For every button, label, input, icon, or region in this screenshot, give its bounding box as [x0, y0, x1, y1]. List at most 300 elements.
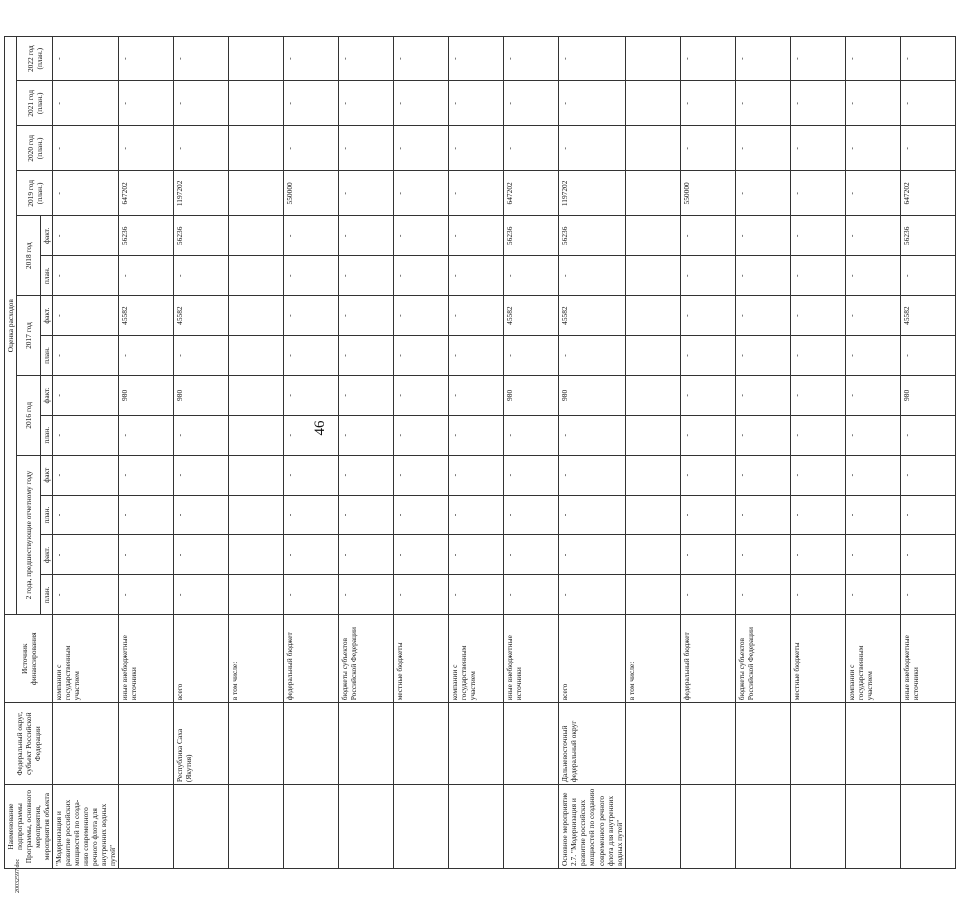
cell-value: -	[680, 216, 735, 256]
cell-value: -	[790, 575, 845, 615]
header-2017: 2017 год	[17, 296, 41, 376]
cell-name	[790, 785, 845, 869]
cell-value: -	[53, 375, 119, 415]
cell-value: -	[900, 81, 955, 126]
cell-value	[625, 535, 680, 575]
cell-value	[229, 296, 284, 336]
cell-value: -	[680, 336, 735, 376]
cell-value: -	[339, 535, 394, 575]
table-row	[625, 37, 680, 869]
header-name: Наименование подпрограммы Программы, основного мероприятия, мероприятия объекта	[5, 785, 53, 869]
cell-value: -	[504, 415, 559, 455]
cell-name	[504, 785, 559, 869]
cell-name	[174, 785, 229, 869]
cell-value: -	[119, 575, 174, 615]
cell-value	[625, 126, 680, 171]
cell-value: -	[790, 336, 845, 376]
cell-value: 980	[119, 375, 174, 415]
cell-value: -	[559, 495, 625, 535]
header-sub-cell: факт	[41, 455, 53, 495]
cell-value: 647202	[504, 171, 559, 216]
cell-name	[449, 785, 504, 869]
cell-value	[229, 575, 284, 615]
table-row	[900, 37, 955, 869]
cell-funding-source: местные бюджеты	[790, 615, 845, 703]
cell-value: -	[504, 126, 559, 171]
header-prev-years: 2 года, предшествующие отчетному году	[17, 455, 41, 615]
cell-value: -	[119, 495, 174, 535]
cell-value: -	[504, 455, 559, 495]
cell-value: -	[174, 336, 229, 376]
table-row	[735, 37, 790, 869]
cell-federal-district	[625, 703, 680, 785]
cell-funding-source: федеральный бюджет	[680, 615, 735, 703]
page-number: 46	[312, 420, 328, 436]
cell-federal-district	[449, 703, 504, 785]
cell-value: -	[790, 415, 845, 455]
cell-value: -	[900, 126, 955, 171]
cell-value	[625, 375, 680, 415]
cell-federal-district	[680, 703, 735, 785]
cell-value: -	[449, 455, 504, 495]
cell-funding-source: местные бюджеты	[394, 615, 449, 703]
cell-value: -	[119, 256, 174, 296]
cell-value: -	[53, 575, 119, 615]
cell-value: -	[53, 171, 119, 216]
table-row	[449, 37, 504, 869]
header-2022: 2022 год (план.)	[17, 37, 53, 81]
footer-filename: 20032597.doc	[15, 858, 21, 893]
cell-value: -	[339, 171, 394, 216]
cell-value: -	[394, 81, 449, 126]
cell-value: -	[284, 455, 339, 495]
table-header	[5, 37, 53, 869]
cell-value: -	[174, 37, 229, 81]
cell-value: -	[174, 455, 229, 495]
cell-value: -	[680, 296, 735, 336]
cell-value: -	[339, 455, 394, 495]
cell-value: -	[680, 535, 735, 575]
cell-value: -	[53, 296, 119, 336]
cell-value: 1197202	[174, 171, 229, 216]
header-2020: 2020 год (план.)	[17, 126, 53, 171]
header-2019: 2019 год (план.)	[17, 171, 53, 216]
cell-value	[625, 495, 680, 535]
cell-value	[229, 256, 284, 296]
cell-value: -	[559, 37, 625, 81]
header-federal-district: Федеральный округ, субъект Российской Федерации	[5, 703, 53, 785]
cell-value: -	[53, 535, 119, 575]
cell-value: -	[394, 575, 449, 615]
cell-funding-source: бюджеты субъектов Российской Федерации	[735, 615, 790, 703]
cell-funding-source: бюджеты субъектов Российской Федерации	[339, 615, 394, 703]
header-2016: 2016 год	[17, 375, 41, 455]
table-row	[394, 37, 449, 869]
cell-value: -	[119, 535, 174, 575]
cell-value: -	[394, 535, 449, 575]
cell-value: -	[735, 415, 790, 455]
table-row	[680, 37, 735, 869]
cell-value: -	[504, 336, 559, 376]
cell-value: -	[504, 81, 559, 126]
cell-value: -	[119, 126, 174, 171]
cell-federal-district	[845, 703, 900, 785]
cell-value	[625, 575, 680, 615]
cell-value: -	[900, 495, 955, 535]
cell-value: -	[339, 375, 394, 415]
cell-value: -	[559, 81, 625, 126]
cell-value: -	[394, 37, 449, 81]
cell-name	[680, 785, 735, 869]
cell-value: -	[790, 296, 845, 336]
cell-value: -	[680, 126, 735, 171]
cell-value: -	[449, 495, 504, 535]
cell-value: -	[449, 535, 504, 575]
header-sub-cell: план.	[41, 575, 53, 615]
cell-value: -	[735, 171, 790, 216]
cell-value: -	[284, 415, 339, 455]
cell-value: -	[53, 126, 119, 171]
header-sub-cell: факт.	[41, 296, 53, 336]
cell-value	[625, 296, 680, 336]
cell-federal-district	[504, 703, 559, 785]
cell-value: -	[394, 296, 449, 336]
cell-value: -	[790, 256, 845, 296]
cell-value: -	[119, 81, 174, 126]
header-funding-source: Источник финансирования	[5, 615, 53, 703]
cell-value: -	[174, 495, 229, 535]
cell-value: 45582	[559, 296, 625, 336]
cell-value: -	[900, 575, 955, 615]
cell-name	[339, 785, 394, 869]
cell-value: -	[790, 126, 845, 171]
table-row	[339, 37, 394, 869]
cell-value: -	[845, 171, 900, 216]
cell-value: -	[53, 81, 119, 126]
cell-name	[119, 785, 174, 869]
cell-value: -	[680, 37, 735, 81]
cell-value: -	[845, 256, 900, 296]
cell-value: -	[339, 81, 394, 126]
cell-value: -	[900, 535, 955, 575]
cell-value: -	[559, 455, 625, 495]
cell-value: -	[449, 256, 504, 296]
header-sub-cell: факт.	[41, 535, 53, 575]
cell-value: -	[559, 535, 625, 575]
cell-value: -	[735, 216, 790, 256]
cell-value: 45582	[119, 296, 174, 336]
cell-value: 647202	[119, 171, 174, 216]
cell-value: -	[174, 256, 229, 296]
cell-value: -	[339, 495, 394, 535]
cell-value: -	[394, 336, 449, 376]
cell-value: -	[394, 126, 449, 171]
cell-value	[625, 455, 680, 495]
cell-funding-source: компании с государственным участием	[845, 615, 900, 703]
cell-federal-district	[900, 703, 955, 785]
cell-funding-source: иные внебюджетные источники	[119, 615, 174, 703]
cell-value: -	[845, 37, 900, 81]
cell-federal-district	[394, 703, 449, 785]
cell-funding-source: иные внебюджетные источники	[504, 615, 559, 703]
table-row	[504, 37, 559, 869]
cell-value: -	[449, 375, 504, 415]
cell-value: -	[845, 216, 900, 256]
cell-funding-source: компании с государственным участием	[53, 615, 119, 703]
cell-value: -	[790, 495, 845, 535]
cell-federal-district	[790, 703, 845, 785]
cell-federal-district: Республика Саха (Якутия)	[174, 703, 229, 785]
cell-value: -	[735, 81, 790, 126]
cell-value: -	[845, 296, 900, 336]
cell-value: -	[790, 375, 845, 415]
cell-funding-source: всего	[559, 615, 625, 703]
cell-name	[394, 785, 449, 869]
cell-value	[625, 216, 680, 256]
expense-estimate-table	[4, 36, 956, 869]
cell-value: -	[449, 126, 504, 171]
cell-value	[625, 336, 680, 376]
cell-value: 1197202	[559, 171, 625, 216]
expense-estimate-table-wrapper	[4, 36, 920, 869]
cell-value: -	[119, 37, 174, 81]
cell-value: -	[284, 37, 339, 81]
cell-value: -	[680, 375, 735, 415]
cell-value: -	[735, 256, 790, 296]
table-row	[229, 37, 284, 869]
cell-value: 980	[559, 375, 625, 415]
cell-value: -	[284, 575, 339, 615]
cell-value: -	[735, 535, 790, 575]
cell-value: -	[735, 37, 790, 81]
header-sub-cell: факт.	[41, 375, 53, 415]
cell-value: -	[790, 455, 845, 495]
cell-value	[229, 81, 284, 126]
cell-value: -	[53, 37, 119, 81]
cell-value: -	[680, 415, 735, 455]
cell-funding-source: в том числе:	[229, 615, 284, 703]
cell-value: -	[53, 256, 119, 296]
cell-value: 56236	[119, 216, 174, 256]
cell-value: -	[504, 37, 559, 81]
cell-value: -	[845, 495, 900, 535]
cell-value: -	[174, 535, 229, 575]
table-row	[790, 37, 845, 869]
cell-federal-district	[339, 703, 394, 785]
cell-value: -	[339, 575, 394, 615]
cell-name	[284, 785, 339, 869]
cell-value	[229, 336, 284, 376]
cell-value: -	[394, 415, 449, 455]
cell-value: -	[284, 126, 339, 171]
cell-value: -	[119, 415, 174, 455]
cell-value: -	[680, 495, 735, 535]
cell-value: -	[174, 126, 229, 171]
cell-value	[229, 216, 284, 256]
cell-value: -	[284, 216, 339, 256]
cell-value: -	[284, 336, 339, 376]
cell-value: -	[559, 575, 625, 615]
cell-value: -	[900, 415, 955, 455]
cell-value: -	[559, 336, 625, 376]
cell-value: -	[53, 216, 119, 256]
cell-value	[229, 415, 284, 455]
cell-value: -	[174, 575, 229, 615]
table-body	[53, 37, 955, 869]
header-sub-cell: факт.	[41, 216, 53, 256]
cell-funding-source: федеральный бюджет	[284, 615, 339, 703]
cell-value: -	[845, 126, 900, 171]
cell-value: -	[845, 535, 900, 575]
cell-value: -	[449, 171, 504, 216]
cell-value	[229, 495, 284, 535]
cell-name	[845, 785, 900, 869]
cell-name: Основное мероприятие 2.7. "Модернизация и развитие российских мощностей по созданию современного речного флота для внутренних водных путей"	[559, 785, 625, 869]
cell-value: -	[449, 216, 504, 256]
cell-value: 56236	[174, 216, 229, 256]
cell-value: 56236	[559, 216, 625, 256]
table-row	[284, 37, 339, 869]
header-expense-estimate: Оценка расходов	[5, 37, 17, 615]
cell-value: -	[174, 415, 229, 455]
header-sub-cell: план.	[41, 415, 53, 455]
cell-value: 980	[174, 375, 229, 415]
cell-value: -	[845, 575, 900, 615]
cell-value: -	[845, 415, 900, 455]
cell-value: -	[284, 296, 339, 336]
cell-value: -	[284, 256, 339, 296]
cell-value	[625, 81, 680, 126]
cell-federal-district	[119, 703, 174, 785]
cell-value: -	[53, 455, 119, 495]
table-row	[845, 37, 900, 869]
cell-value: 647202	[900, 171, 955, 216]
cell-value: -	[900, 37, 955, 81]
cell-value: -	[504, 535, 559, 575]
cell-value: -	[53, 495, 119, 535]
cell-value: -	[735, 375, 790, 415]
cell-value: 45582	[900, 296, 955, 336]
cell-value: -	[394, 256, 449, 296]
cell-value: -	[790, 216, 845, 256]
cell-value: -	[559, 415, 625, 455]
cell-value: -	[504, 575, 559, 615]
cell-value: 980	[504, 375, 559, 415]
cell-value: -	[790, 171, 845, 216]
cell-value: -	[680, 256, 735, 296]
cell-value: -	[53, 336, 119, 376]
cell-value: -	[680, 575, 735, 615]
cell-value: -	[284, 375, 339, 415]
cell-value: -	[339, 126, 394, 171]
cell-value: -	[449, 81, 504, 126]
cell-funding-source: в том числе:	[625, 615, 680, 703]
header-2021: 2021 год (план.)	[17, 81, 53, 126]
cell-value: -	[900, 455, 955, 495]
cell-value: 550000	[284, 171, 339, 216]
cell-federal-district: Дальневосточный федеральный округ	[559, 703, 625, 785]
cell-value: -	[680, 81, 735, 126]
cell-value: -	[790, 535, 845, 575]
cell-value: -	[394, 171, 449, 216]
header-2018: 2018 год	[17, 216, 41, 296]
cell-funding-source: иные внебюджетные источники	[900, 615, 955, 703]
cell-value	[625, 256, 680, 296]
cell-federal-district	[735, 703, 790, 785]
header-sub-cell: план.	[41, 336, 53, 376]
cell-value: -	[845, 375, 900, 415]
cell-name	[900, 785, 955, 869]
cell-value: -	[680, 455, 735, 495]
cell-value: -	[339, 415, 394, 455]
cell-value	[229, 455, 284, 495]
cell-name: "Модернизация и развитие российских мощностей по созда-нию современного речного флота для внутренних водных путей"	[53, 785, 119, 869]
cell-value: -	[394, 216, 449, 256]
cell-value: -	[284, 535, 339, 575]
cell-value: -	[449, 575, 504, 615]
cell-value: -	[174, 81, 229, 126]
cell-value: -	[53, 415, 119, 455]
cell-value: -	[504, 495, 559, 535]
cell-value: -	[284, 81, 339, 126]
cell-value: -	[449, 336, 504, 376]
cell-value: -	[339, 336, 394, 376]
cell-value: -	[845, 455, 900, 495]
cell-value: -	[900, 256, 955, 296]
cell-value: -	[339, 37, 394, 81]
cell-value: -	[394, 495, 449, 535]
cell-value: -	[339, 296, 394, 336]
cell-value: -	[449, 37, 504, 81]
cell-value: -	[845, 81, 900, 126]
cell-value: -	[119, 455, 174, 495]
header-sub-cell: план.	[41, 495, 53, 535]
cell-name	[229, 785, 284, 869]
cell-value	[625, 171, 680, 216]
cell-value: -	[735, 126, 790, 171]
cell-funding-source: компании с государственным участием	[449, 615, 504, 703]
cell-funding-source: всего	[174, 615, 229, 703]
cell-value: -	[790, 37, 845, 81]
table-row	[53, 37, 119, 869]
table-row	[119, 37, 174, 869]
cell-value: -	[735, 296, 790, 336]
cell-federal-district	[284, 703, 339, 785]
cell-name	[735, 785, 790, 869]
cell-value: 45582	[504, 296, 559, 336]
cell-value: -	[394, 375, 449, 415]
table-row	[174, 37, 229, 869]
header-sub-cell: план.	[41, 256, 53, 296]
cell-value: -	[119, 336, 174, 376]
cell-federal-district	[53, 703, 119, 785]
cell-value	[229, 171, 284, 216]
cell-value: -	[735, 575, 790, 615]
cell-value: -	[394, 455, 449, 495]
cell-value: 45582	[174, 296, 229, 336]
cell-value: -	[900, 336, 955, 376]
table-row	[559, 37, 625, 869]
cell-value: 56236	[504, 216, 559, 256]
cell-value: -	[449, 415, 504, 455]
cell-value	[625, 415, 680, 455]
cell-value: 980	[900, 375, 955, 415]
cell-value	[229, 126, 284, 171]
cell-value: -	[559, 126, 625, 171]
cell-value: 56236	[900, 216, 955, 256]
cell-value: -	[449, 296, 504, 336]
cell-value	[625, 37, 680, 81]
